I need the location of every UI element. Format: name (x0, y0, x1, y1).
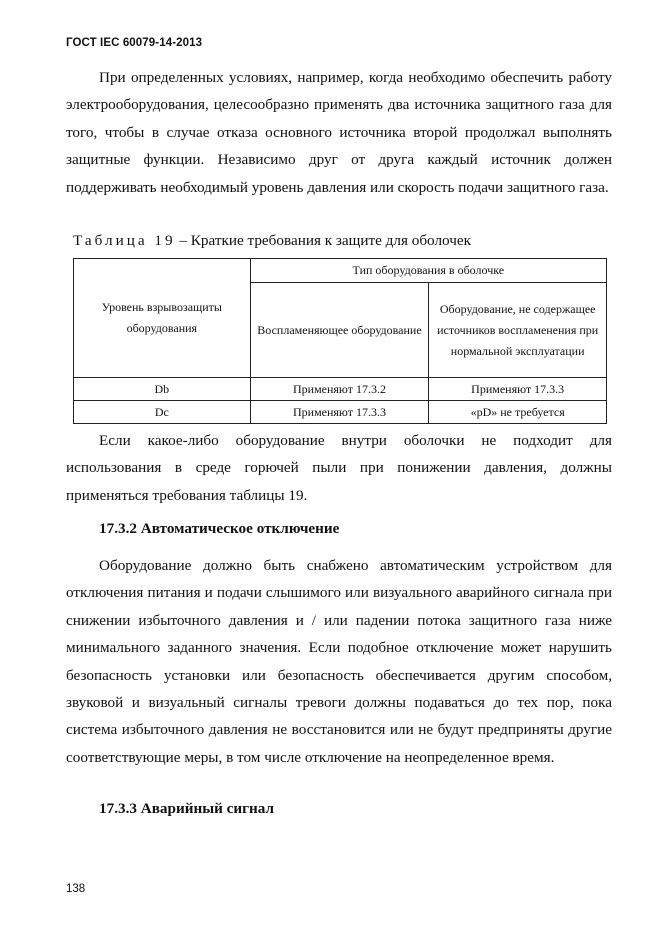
header-non-ignition-equipment: Оборудование, не содержащее источников воспламенения при нормальной эксплуатации (429, 283, 607, 378)
table-cell-ignition: Применяют 17.3.3 (250, 401, 429, 424)
header-ignition-equipment: Воспламеняющее оборудование (250, 283, 429, 378)
paragraph-auto-shutdown: Оборудование должно быть снабжено автоматическим устройством для отключения питания и подачи слышимого или визуального аварийного сигнала при снижении избыточного давления и / или падении потока защитного газа ниже минимального заданного значения. Если подобное отключение может нарушить безопасность установки или безопасность обеспечивается другим способом, звуковой и визуальный сигналы тревоги должны подаваться до тех пор, пока система избыточного давления не восстановится или не будут предприняты другие соответствующие меры, в том числе отключение на неопределенное время. (66, 557, 612, 766)
table-cell-level: Dc (74, 401, 251, 424)
table-header-row (74, 259, 607, 283)
table-caption-text: – Краткие требования к защите для оболочек (175, 232, 471, 249)
document-header: ГОСТ IEC 60079-14-2013 (66, 37, 203, 49)
table-row (74, 401, 607, 424)
requirements-table (73, 258, 607, 424)
table-row (74, 378, 607, 401)
header-protection-level: Уровень взрывозащиты оборудования (74, 259, 251, 378)
table-cell-level: Db (74, 378, 251, 401)
header-equipment-type: Тип оборудования в оболочке (250, 259, 606, 283)
section-heading-auto-shutdown: 17.3.2 Автоматическое отключение (99, 520, 340, 537)
table-cell-non-ignition: «pD» не требуется (429, 401, 607, 424)
table-cell-non-ignition: Применяют 17.3.3 (429, 378, 607, 401)
paragraph-table-reference: Если какое-либо оборудование внутри оболочки не подходит для использования в среде горючей пыли при понижении давления, должны применяться требования таблицы 19. (66, 432, 612, 504)
table-cell-ignition: Применяют 17.3.2 (250, 378, 429, 401)
table-caption-number: Таблица 19 (73, 232, 176, 249)
page-number: 138 (66, 883, 86, 895)
paragraph-redundant-gas-sources: При определенных условиях, например, когда необходимо обеспечить работу электрооборудования, целесообразно применять два источника защитного газа для того, чтобы в случае отказа основного источника второй продолжал выполнять защитные функции. Независимо друг от друга каждый источник должен поддерживать необходимый уровень давления или скорость подачи защитного газа. (66, 69, 612, 196)
table-caption (73, 232, 471, 250)
section-heading-alarm: 17.3.3 Аварийный сигнал (99, 800, 275, 817)
